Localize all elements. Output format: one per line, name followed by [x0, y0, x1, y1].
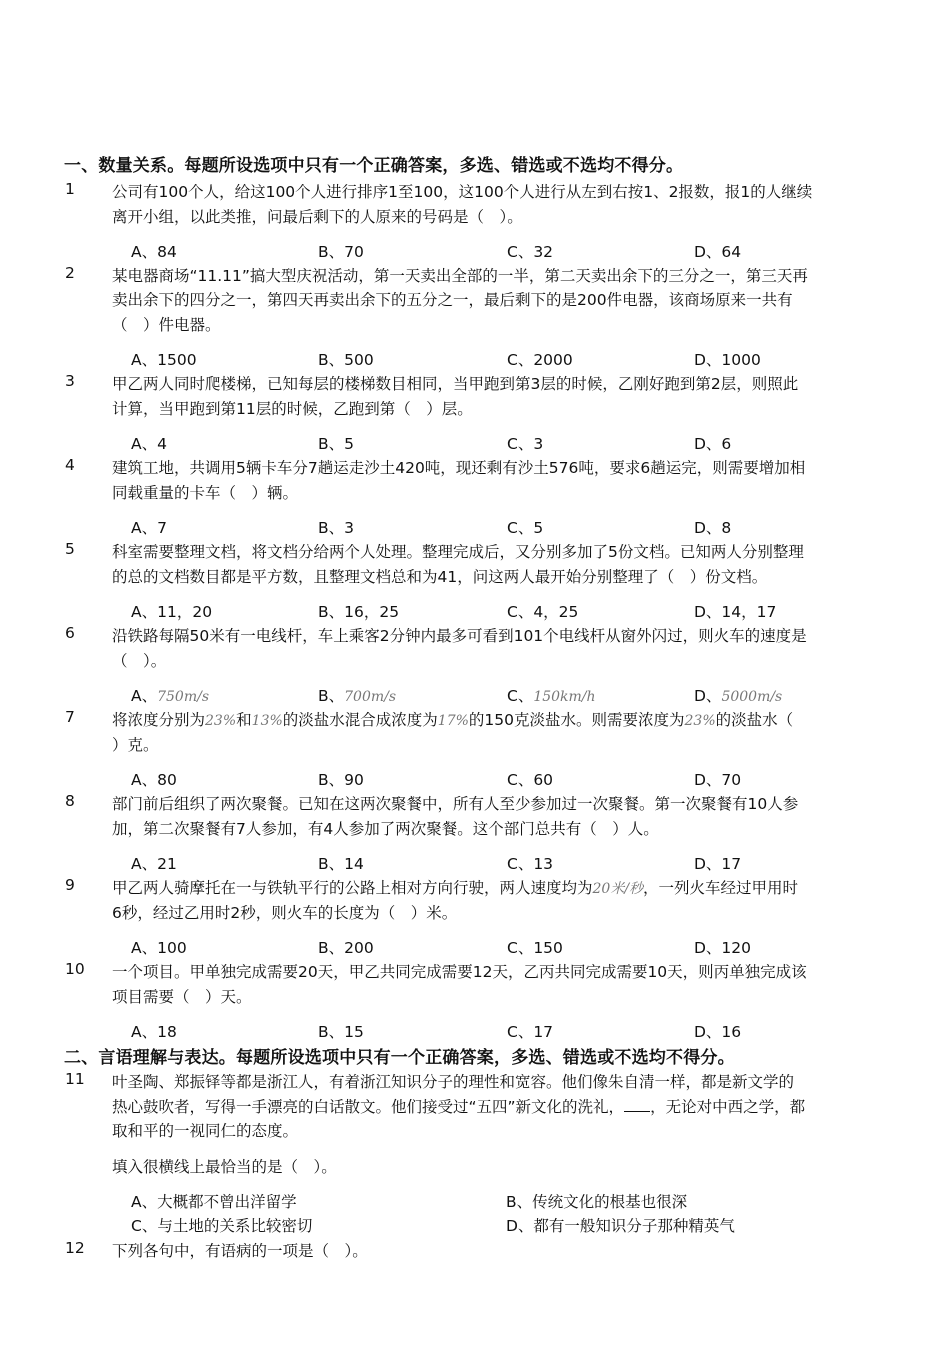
option-c: C、32 [507, 243, 554, 261]
option-a: A、7 [131, 519, 167, 537]
option-b: B、500 [318, 351, 374, 369]
question-8-text: 部门前后组织了两次聚餐。已知在这两次聚餐中，所有人至少参加过一次聚餐。第一次聚餐有10人参 [112, 795, 799, 813]
question-8-text: 加，第二次聚餐有7人参加，有4人参加了两次聚餐。这个部门总共有（ ）人。 [112, 820, 659, 838]
option-a: A、750m/s [131, 687, 210, 705]
question-11-number: 11 [65, 1070, 85, 1088]
option-a: A、1500 [131, 351, 197, 369]
option-b: B、700m/s [318, 687, 397, 705]
question-9-text: 6秒，经过乙用时2秒，则火车的长度为（ ）米。 [112, 904, 458, 922]
question-6-text: （ ）。 [112, 652, 167, 670]
question-10-text: 一个项目。甲单独完成需要20天，甲乙共同完成需要12天，乙丙共同完成需要10天，则丙单独完成该 [112, 963, 807, 981]
option-d: D、都有一般知识分子那种精英气 [506, 1217, 735, 1235]
question-9-text: 甲乙两人骑摩托在一与铁轨平行的公路上相对方向行驶，两人速度均为20米/秒，一列火车经过甲用时 [112, 879, 799, 897]
question-2-number: 2 [65, 264, 75, 282]
option-d: D、1000 [694, 351, 761, 369]
math-value: 13% [251, 713, 283, 729]
option-b: B、15 [318, 1023, 364, 1041]
question-2-text: （ ）件电器。 [112, 316, 221, 334]
question-5-text: 的总的文档数目都是平方数，且整理文档总和为41，问这两人最开始分别整理了（ ）份文档。 [112, 568, 768, 586]
option-d: D、70 [694, 771, 742, 789]
question-1-number: 1 [65, 180, 75, 198]
option-b: B、200 [318, 939, 374, 957]
option-c: C、150km/h [507, 687, 596, 705]
question-2-text: 卖出余下的四分之一，第四天再卖出余下的五分之一，最后剩下的是200件电器，该商场原来一共有 [112, 291, 793, 309]
option-d: D、17 [694, 855, 742, 873]
option-a: A、21 [131, 855, 177, 873]
question-3-text: 计算，当甲跑到第11层的时候，乙跑到第（ ）层。 [112, 400, 473, 418]
question-1-text: 公司有100个人，给这100个人进行排序1至100，这100个人进行从左到右按1、2报数，报1的人继续 [112, 183, 813, 201]
question-7-text: 将浓度分别为23%和13%的淡盐水混合成浓度为17%的150克淡盐水。则需要浓度为23%的淡盐水（ [112, 711, 794, 729]
option-d: D、64 [694, 243, 742, 261]
section-2-title: 二、言语理解与表达。每题所设选项中只有一个正确答案，多选、错选或不选均不得分。 [64, 1048, 735, 1068]
question-12-number: 12 [65, 1239, 85, 1257]
option-a: A、11，20 [131, 603, 213, 621]
option-a: A、18 [131, 1023, 177, 1041]
question-1-text: 离开小组，以此类推，问最后剩下的人原来的号码是（ ）。 [112, 208, 523, 226]
option-b: B、传统文化的根基也很深 [506, 1193, 688, 1211]
option-a: A、4 [131, 435, 167, 453]
fill-blank [624, 1097, 650, 1112]
option-c: C、17 [507, 1023, 554, 1041]
question-4-text: 建筑工地，共调用5辆卡车分7趟运走沙土420吨，现还剩有沙土576吨，要求6趟运完，则需要增加相 [112, 459, 806, 477]
option-c: C、3 [507, 435, 544, 453]
question-11-text: 叶圣陶、郑振铎等都是浙江人，有着浙江知识分子的理性和宽容。他们像朱自清一样，都是新文学的 [112, 1073, 795, 1091]
math-value: 750m/s [157, 689, 210, 705]
option-c: C、150 [507, 939, 563, 957]
math-value: 5000m/s [721, 689, 783, 705]
option-c: C、5 [507, 519, 544, 537]
option-d: D、8 [694, 519, 732, 537]
math-value: 700m/s [344, 689, 397, 705]
section-1-title: 一、数量关系。每题所设选项中只有一个正确答案，多选、错选或不选均不得分。 [64, 156, 684, 176]
option-c: C、60 [507, 771, 554, 789]
option-a: A、84 [131, 243, 177, 261]
question-5-number: 5 [65, 540, 75, 558]
option-a: A、大概都不曾出洋留学 [131, 1193, 297, 1211]
option-b: B、16，25 [318, 603, 400, 621]
question-10-text: 项目需要（ ）天。 [112, 988, 252, 1006]
question-11-text: 热心鼓吹者，写得一手漂亮的白话散文。他们接受过“五四”新文化的洗礼， ，无论对中西之学，都 [112, 1098, 806, 1116]
question-2-text: 某电器商场“11.11”搞大型庆祝活动，第一天卖出全部的一半，第二天卖出余下的三分之一，第三天再 [112, 267, 808, 285]
option-b: B、90 [318, 771, 364, 789]
question-8-number: 8 [65, 792, 75, 810]
option-c: C、4，25 [507, 603, 579, 621]
question-4-number: 4 [65, 456, 75, 474]
math-value: 17% [437, 713, 469, 729]
option-b: B、70 [318, 243, 364, 261]
question-11-text: 取和平的一视同仁的态度。 [112, 1122, 299, 1140]
option-d: D、120 [694, 939, 752, 957]
option-d: D、14，17 [694, 603, 777, 621]
option-c: C、与土地的关系比较密切 [131, 1217, 313, 1235]
question-7-text: ）克。 [112, 736, 159, 754]
question-3-number: 3 [65, 372, 75, 390]
math-value: 150km/h [533, 689, 596, 705]
question-12-text: 下列各句中，有语病的一项是（ ）。 [112, 1242, 368, 1260]
option-b: B、3 [318, 519, 354, 537]
option-a: A、80 [131, 771, 177, 789]
question-3-text: 甲乙两人同时爬楼梯，已知每层的楼梯数目相同，当甲跑到第3层的时候，乙刚好跑到第2层，则照此 [112, 375, 799, 393]
option-d: D、6 [694, 435, 732, 453]
option-d: D、5000m/s [694, 687, 783, 705]
option-d: D、16 [694, 1023, 742, 1041]
option-b: B、5 [318, 435, 354, 453]
option-c: C、2000 [507, 351, 573, 369]
question-6-text: 沿铁路每隔50米有一电线杆，车上乘客2分钟内最多可看到101个电线杆从窗外闪过，则火车的速度是 [112, 627, 807, 645]
math-value: 20米/秒 [592, 881, 644, 897]
option-a: A、100 [131, 939, 187, 957]
option-b: B、14 [318, 855, 364, 873]
question-7-number: 7 [65, 708, 75, 726]
math-value: 23% [684, 713, 716, 729]
question-5-text: 科室需要整理文档，将文档分给两个人处理。整理完成后，又分别多加了5份文档。已知两人分别整理 [112, 543, 804, 561]
math-value: 23% [205, 713, 237, 729]
option-c: C、13 [507, 855, 554, 873]
question-6-number: 6 [65, 624, 75, 642]
question-4-text: 同载重量的卡车（ ）辆。 [112, 484, 299, 502]
question-11-prompt: 填入很横线上最恰当的是（ ）。 [112, 1158, 337, 1176]
question-9-number: 9 [65, 876, 75, 894]
question-10-number: 10 [65, 960, 85, 978]
